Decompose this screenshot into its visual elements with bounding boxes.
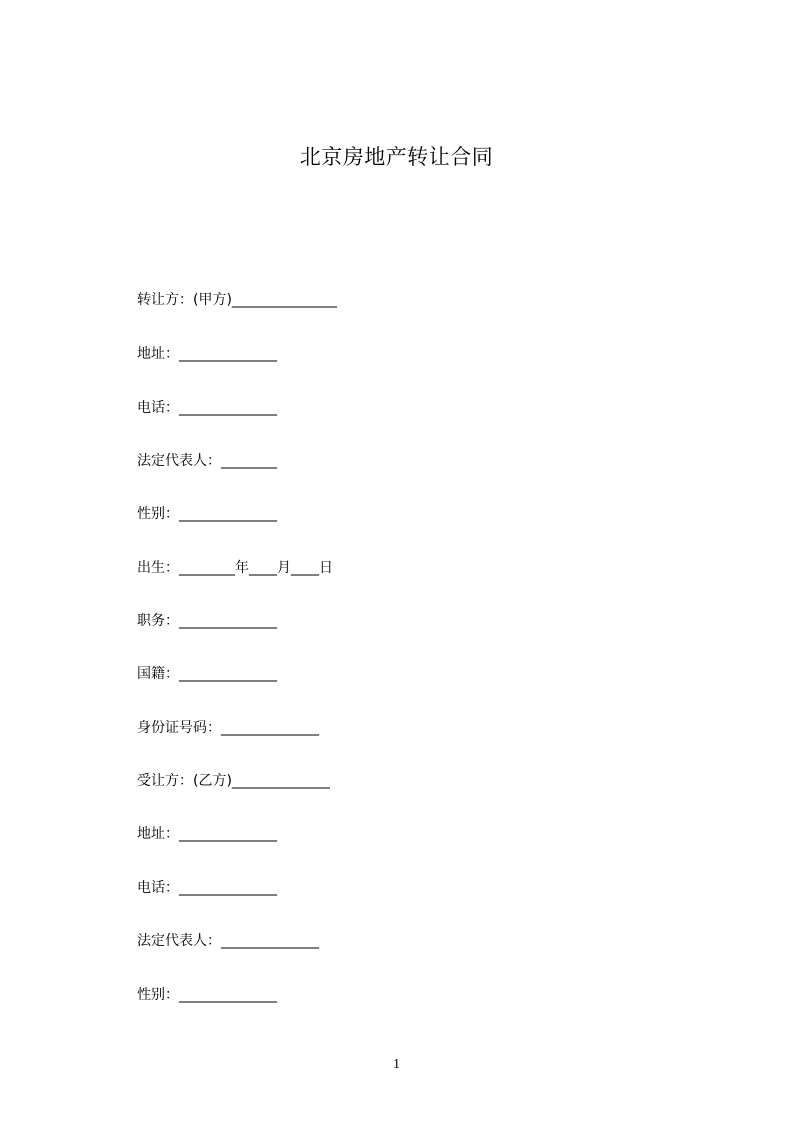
- transferor-party-field: 转让方：(甲方)_______________: [137, 292, 337, 308]
- transferee-gender-field: 性别：______________: [137, 987, 277, 1003]
- transferee-address-field: 地址：______________: [137, 826, 277, 842]
- transferor-legal-rep-field: 法定代表人：________: [137, 453, 277, 469]
- transferor-id-number-field: 身份证号码：______________: [137, 720, 319, 736]
- transferor-position-field: 职务：______________: [137, 613, 277, 629]
- transferor-address-field: 地址：______________: [137, 346, 277, 362]
- transferor-birth-field: 出生：________年____月____日: [137, 560, 333, 576]
- page-number: 1: [393, 1057, 400, 1072]
- transferor-phone-field: 电话：______________: [137, 400, 277, 416]
- transferor-nationality-field: 国籍：______________: [137, 666, 277, 682]
- transferee-party-field: 受让方：(乙方)______________: [137, 773, 330, 789]
- transferee-phone-field: 电话：______________: [137, 880, 277, 896]
- document-title: 北京房地产转让合同: [299, 145, 494, 169]
- transferee-legal-rep-field: 法定代表人：______________: [137, 933, 319, 949]
- transferor-gender-field: 性别：______________: [137, 506, 277, 522]
